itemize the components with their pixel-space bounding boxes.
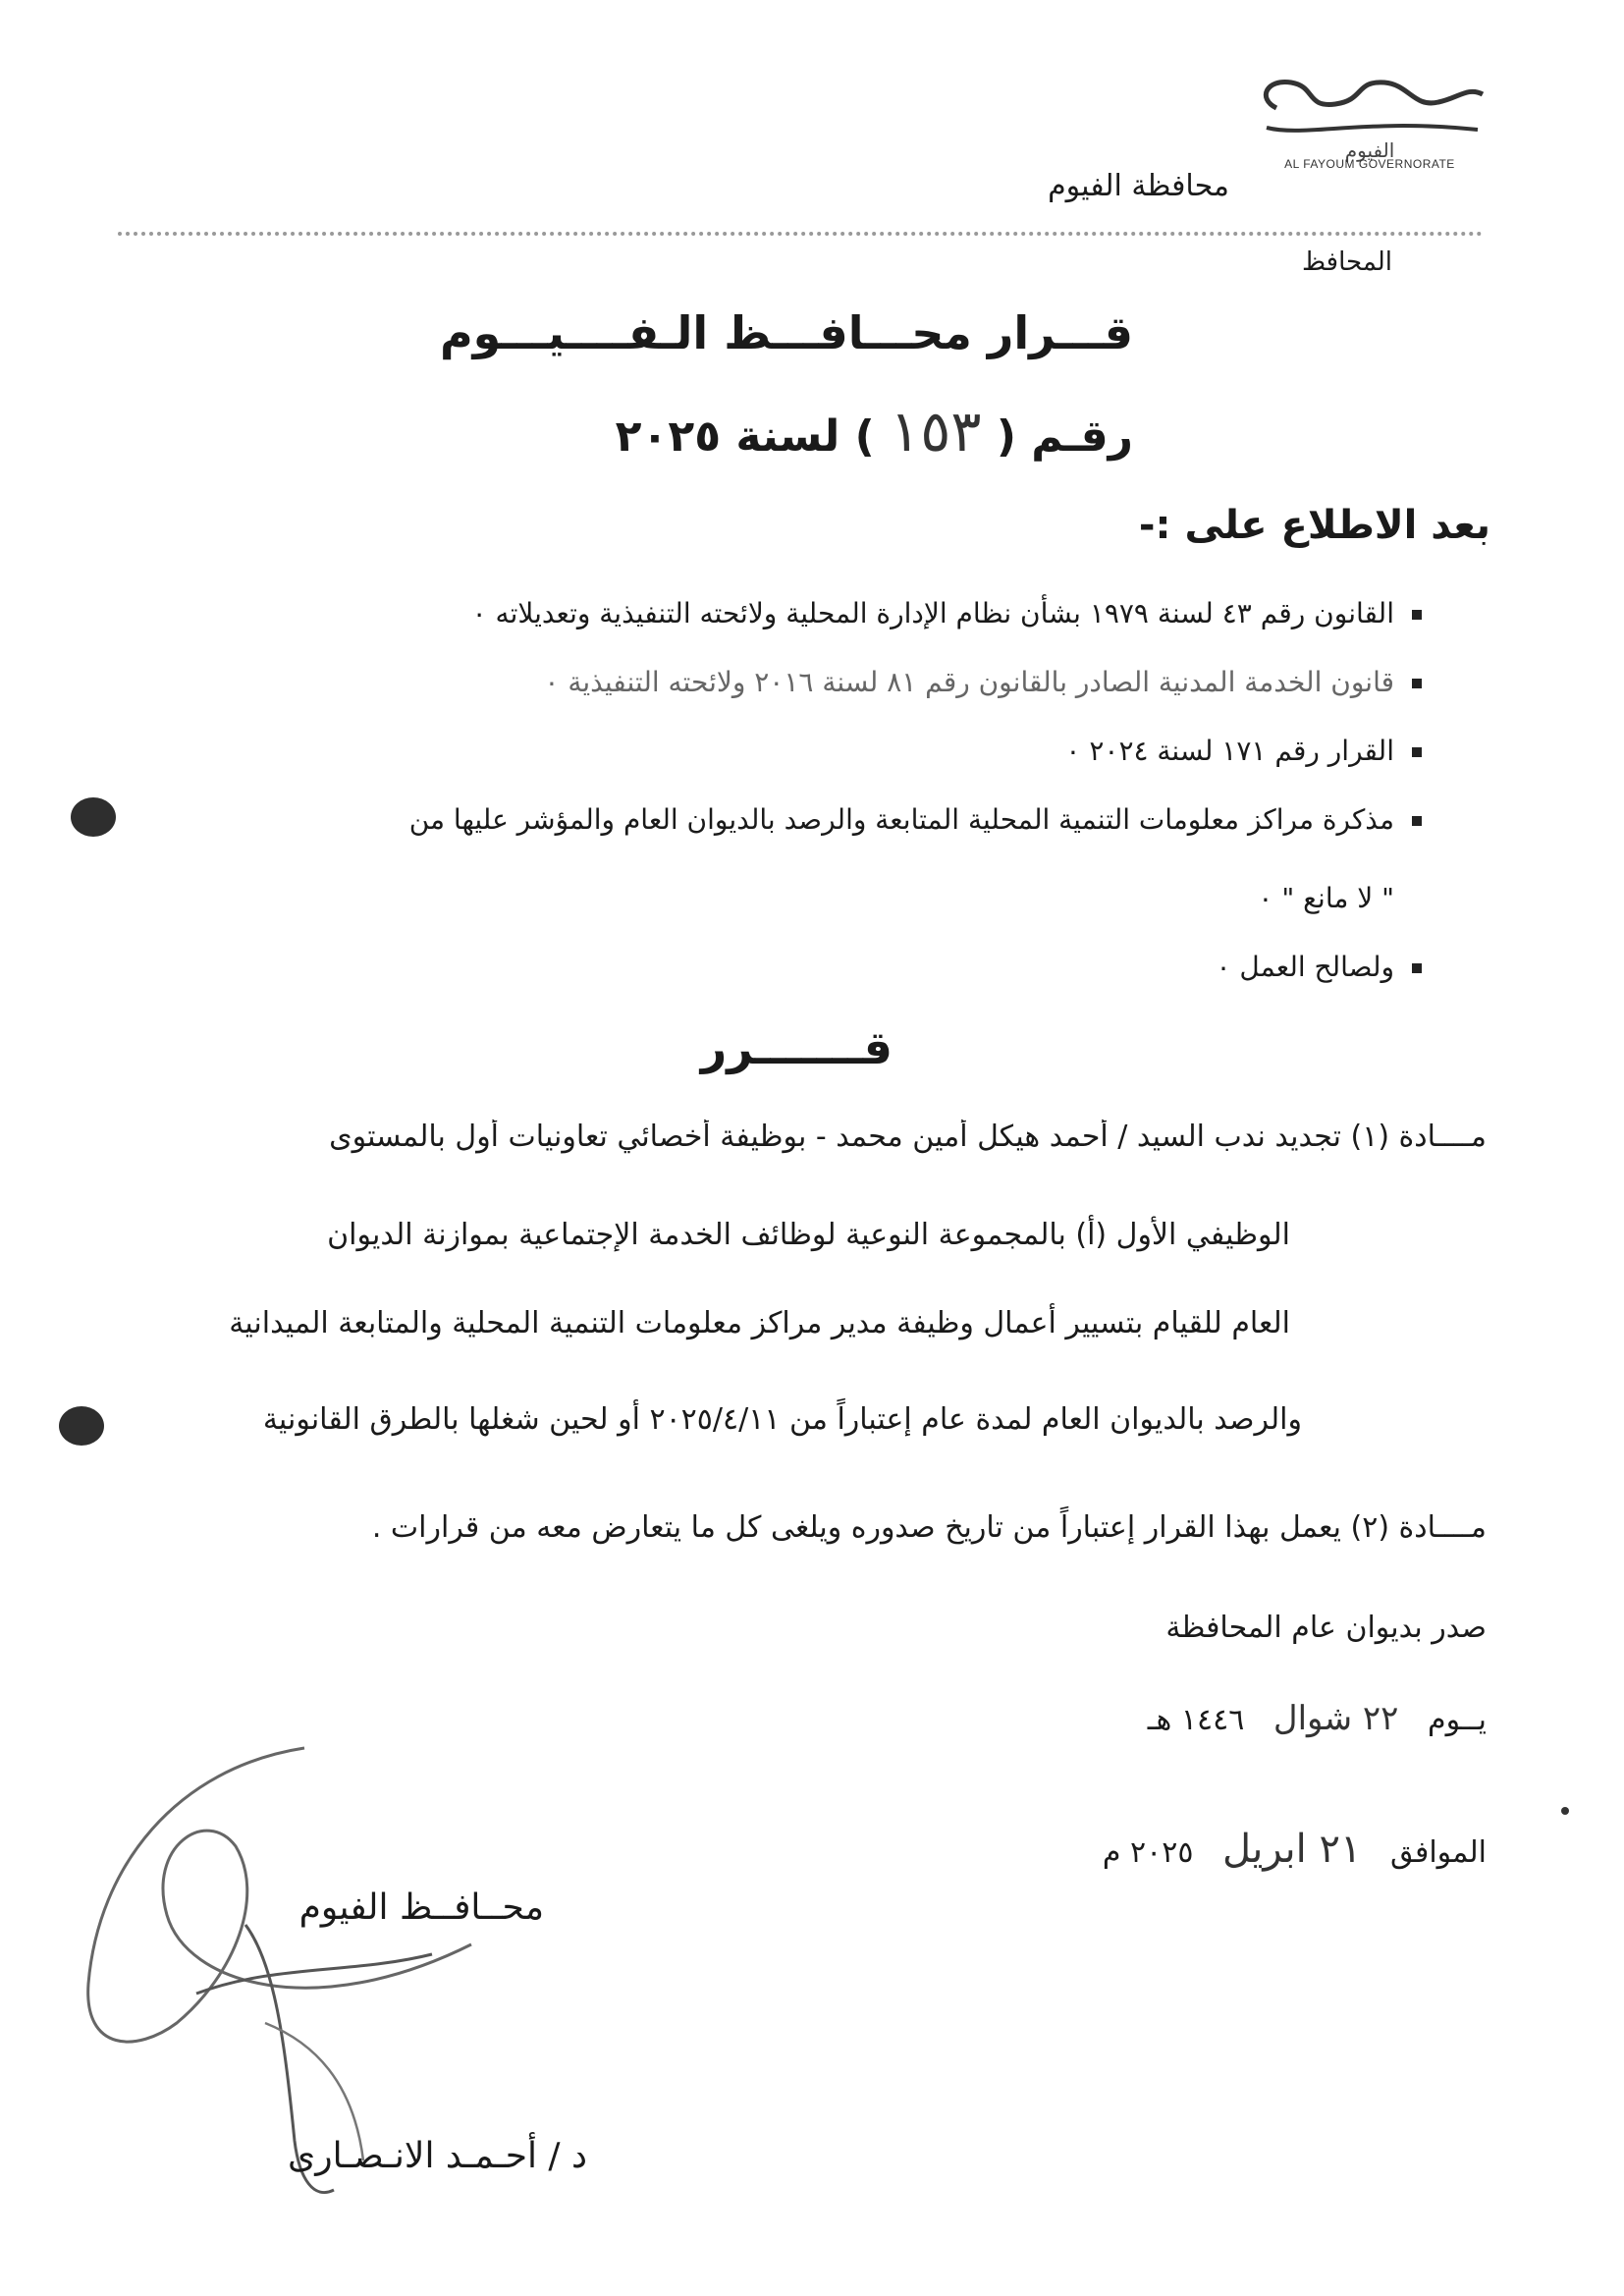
hijri-year: ١٤٤٦ هـ xyxy=(1147,1703,1245,1737)
article-1-line-2: الوظيفي الأول (أ) بالمجموعة النوعية لوظائف الخدمة الإجتماعية بموازنة الديوان xyxy=(327,1218,1290,1252)
list-item: مذكرة مراكز معلومات التنمية المحلية المتابعة والرصد بالديوان العام والمؤشر عليها من xyxy=(165,803,1422,836)
office-label: المحافظ xyxy=(1302,247,1392,277)
decree-number-line xyxy=(616,398,1133,465)
hijri-date-line xyxy=(1148,1699,1487,1738)
punch-hole-icon xyxy=(59,1406,104,1446)
gregorian-year: ٢٠٢٥ م xyxy=(1102,1835,1194,1870)
gregorian-date-line xyxy=(1103,1827,1487,1872)
day-label: يــوم xyxy=(1428,1703,1487,1737)
gregorian-date-handwritten: ٢١ ابريل xyxy=(1222,1827,1362,1872)
list-item-continuation: " لا مانع " ٠ xyxy=(1258,882,1394,914)
logo-arabic-text: الفيوم xyxy=(1344,138,1395,162)
signatory-title: محــافــظ الفيوم xyxy=(298,1887,544,1928)
bullet-icon xyxy=(1412,747,1422,757)
bullet-icon xyxy=(1412,610,1422,620)
governorate-name: محافظة الفيوم xyxy=(1048,169,1229,203)
header-divider xyxy=(118,232,1483,236)
article-2: مــــادة (٢) يعمل بهذا القرار إعتباراً من تاريخ صدوره ويلغى كل ما يتعارض معه من قرارات . xyxy=(371,1510,1487,1545)
decree-year: ) لسنة ٢٠٢٥ xyxy=(615,411,875,462)
decision-heading: قـــــــرر xyxy=(700,1021,893,1074)
decree-number-handwritten: ١٥٣ xyxy=(890,398,982,465)
list-item: قانون الخدمة المدنية الصادر بالقانون رقم ٨١ لسنة ٢٠١٦ ولائحته التنفيذية ٠ xyxy=(544,666,1422,698)
list-item: القانون رقم ٤٣ لسنة ١٩٧٩ بشأن نظام الإدارة المحلية ولائحته التنفيذية وتعديلاته ٠ xyxy=(472,597,1422,629)
article-1-line-4: والرصد بالديوان العام لمدة عام إعتباراً من ٢٠٢٥/٤/١١ أو لحين شغلها بالطرق القانونية xyxy=(262,1402,1302,1437)
list-item: القرار رقم ١٧١ لسنة ٢٠٢٤ ٠ xyxy=(1065,735,1422,767)
article-1-line-3: العام للقيام بتسيير أعمال وظيفة مدير مراكز معلومات التنمية المحلية والمتابعة الميدانية xyxy=(229,1306,1290,1340)
hijri-date-handwritten: ٢٢ شوال xyxy=(1272,1699,1399,1738)
article-1-line-1: مــــادة (١) تجديد ندب السيد / أحمد هيكل أمين محمد - بوظيفة أخصائي تعاونيات أول بالمستوى xyxy=(329,1120,1487,1154)
decree-title: قـــرار محـــافـــظ الـفــــيـــوم xyxy=(439,306,1133,359)
punch-hole-icon xyxy=(71,797,116,837)
list-item: ولصالح العمل ٠ xyxy=(1216,951,1422,983)
bullet-icon xyxy=(1412,963,1422,973)
bullet-icon xyxy=(1412,679,1422,688)
speck-mark xyxy=(1561,1807,1569,1815)
preamble-heading: بعد الاطلاع على :- xyxy=(1138,503,1490,548)
corresponding-label: الموافق xyxy=(1389,1835,1487,1870)
bullet-icon xyxy=(1412,816,1422,826)
logo-english-text: AL FAYOUM GOVERNORATE xyxy=(1284,157,1455,171)
issued-at: صدر بديوان عام المحافظة xyxy=(1165,1611,1487,1645)
signatory-name: د / أحـمـد الانـصـارى xyxy=(288,2136,587,2176)
decree-number-prefix: رقـم ( xyxy=(996,411,1133,462)
